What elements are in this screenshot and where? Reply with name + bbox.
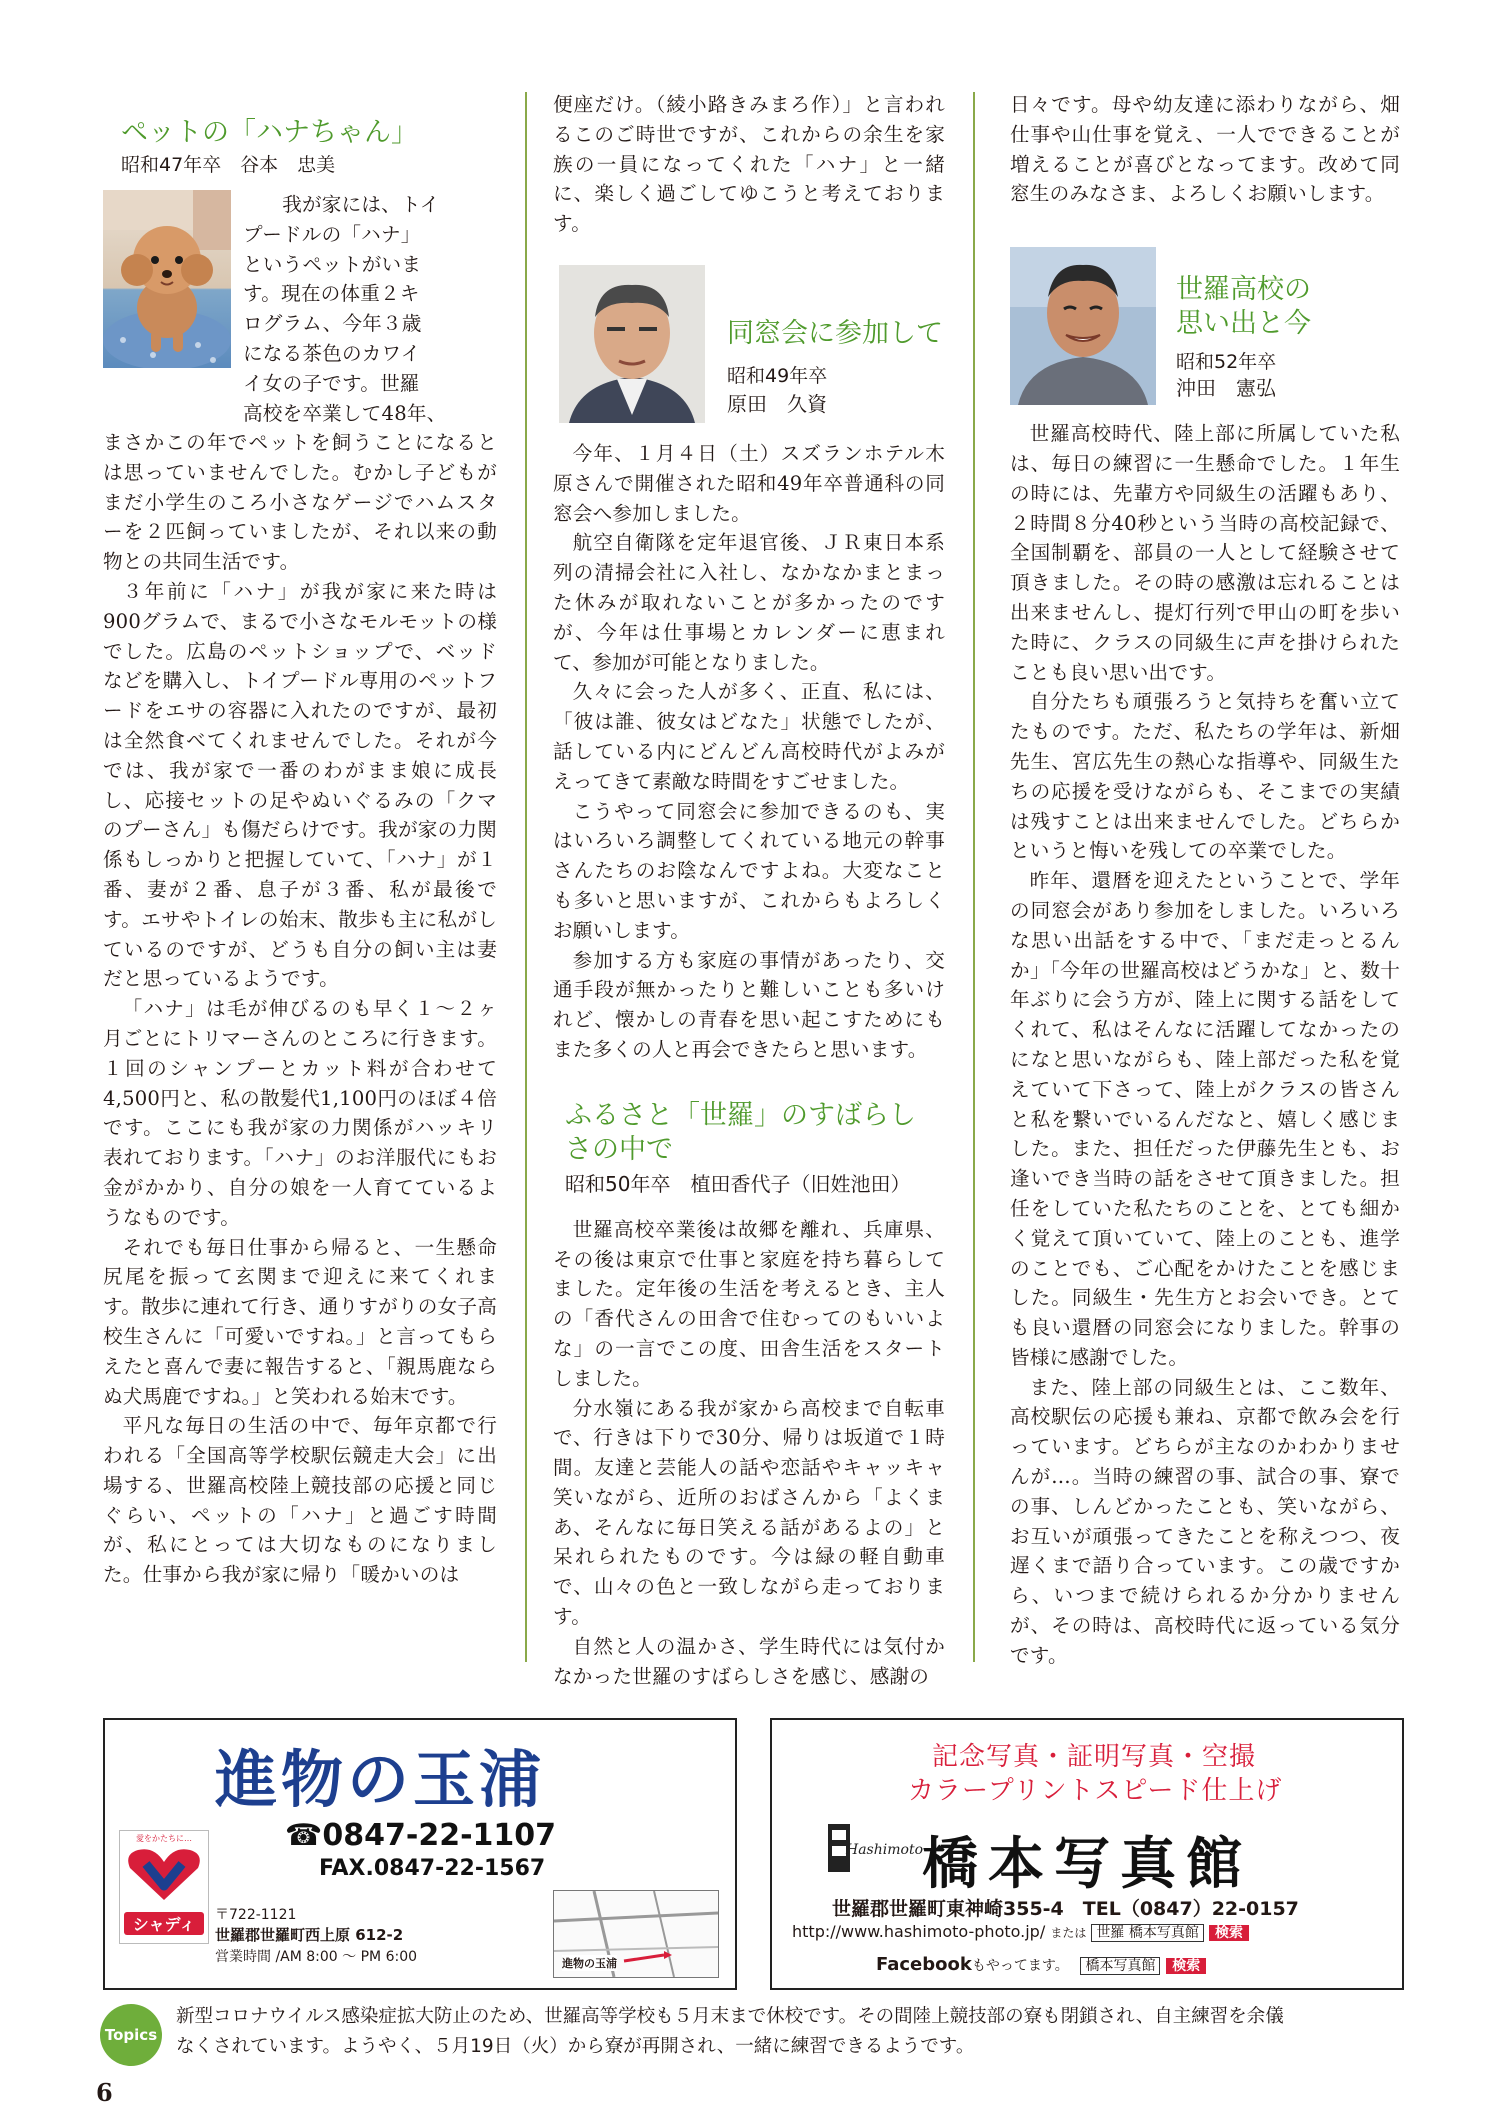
- article-paragraph: 平凡な毎日の生活の中で、毎年京都で行われる「全国高等学校駅伝競走大会」に出場する、世羅高校陸上競技部の応援と同じぐらい、ペットの「ハナ」と過ごす時間が、私にとっては大切なものになりました。仕事から我が家に帰り「暖かいのは: [103, 1414, 497, 1587]
- article-paragraph: 自分たちも頑張ろうと気持ちを奮い立てたものです。ただ、私たちの学年は、新畑先生、宮広先生の熱心な指導や、同級生たちの応援を受けながらも、そこまでの実績は残すことは出来ませんでした。どちらかというと悔いを残しての卒業でした。: [1010, 690, 1400, 863]
- article-title-memories-1: 世羅高校の: [1176, 274, 1311, 306]
- shaddy-tagline: 愛をかたちに…: [136, 1834, 192, 1843]
- article-paragraph: また、陸上部の同級生とは、ここ数年、高校駅伝の応援も兼ね、京都で飲み会を行っています。どちらが主なのかわかりませんが…。当時の練習の事、試合の事、寮での事、しんどかったことも、笑いながら、お互いが頑張ってきたことを称えつつ、夜遅くまで語り合っています。この歳ですから、いつまで続けられるか分かりませんが、その時は、高校時代に返っている気分です。: [1010, 1375, 1400, 1667]
- column-3: [1010, 90, 1400, 1671]
- portrait-okita: [1010, 247, 1156, 405]
- column-divider: [525, 92, 527, 1662]
- article-paragraph: 今年、１月４日（土）スズランホテル木原さんで開催された昭和49年卒普通科の同窓会へ参加しました。: [553, 441, 945, 525]
- shaddy-logo: [119, 1830, 209, 1944]
- ad-tamaura-postal: 〒722-1121: [215, 1907, 297, 1923]
- furusato-body: [553, 1215, 945, 1692]
- pet-intro-line: イ女の子です。世羅: [243, 371, 420, 395]
- pet-intro-line: ログラム、今年３歳: [243, 312, 422, 336]
- search-box-2[interactable]: 橋本写真館: [1080, 1957, 1160, 1975]
- article-paragraph: 久々に会った人が多く、正直、私には、「彼は誰、彼女はどなた」状態でしたが、話している内にどんどん高校時代がよみがえってきて素敵な時間をすごせました。: [553, 680, 945, 793]
- search-box-1[interactable]: 世羅 橋本写真館: [1091, 1924, 1203, 1942]
- pet-photo: [103, 190, 231, 368]
- memories-body: [1010, 419, 1400, 1670]
- article-paragraph: 「ハナ」は毛が伸びるのも早く１～２ヶ月ごとにトリマーさんのところに行きます。１回のシャンプーとカット料が合わせて4,500円と、私の散髪代1,100円のほぼ４倍です。ここにも我が家の力関係がハッキリ表れております。「ハナ」のお洋服代にもお金がかかり、自分の娘を一人育てているようなものです。: [103, 997, 497, 1229]
- heart-check-icon: [120, 1844, 208, 1904]
- ad-hashimoto-name: 橋本写真館: [922, 1832, 1252, 1897]
- ad-hashimoto-facebook-row: [876, 1954, 1206, 1975]
- article-paragraph: まさかこの年でペットを飼うことになるとは思っていませんでした。むかし子どもがまだ小学生のころ小さなゲージでハムスターを２匹飼っていましたが、それ以来の動物との共同生活です。: [103, 431, 497, 574]
- article-author-name-memories: 沖田 憲弘: [1176, 376, 1276, 401]
- column-1: [103, 90, 497, 1590]
- article-paragraph: 自然と人の温かさ、学生時代には気付かなかった世羅のすばらしさを感じ、感謝の: [553, 1634, 945, 1688]
- pet-intro-line: 高校を卒業して48年、: [243, 401, 447, 425]
- pet-intro-line: というペットがいま: [243, 252, 422, 276]
- pet-intro-line: 我が家には、トイ: [282, 193, 440, 216]
- article-paragraph: 世羅高校時代、陸上部に所属していた私は、毎日の練習に一生懸命でした。１年生の時には、先輩方や同級生の活躍もあり、２時間８分40秒という当時の高校記録で、全国制覇を、部員の一人として経験させて頂きました。その時の感激は忘れることは出来ませんし、提灯行列で甲山の町を歩いた時に、クラスの同級生に声を掛けられたことも良い思い出です。: [1010, 422, 1400, 684]
- reunion-body: [553, 439, 945, 1065]
- article-title-furusato-2: さの中で: [565, 1133, 673, 1165]
- column-divider: [973, 92, 975, 1662]
- reunion-header: [553, 265, 945, 425]
- ad-tamaura-name: 進物の玉浦: [215, 1743, 546, 1816]
- portrait-harada: [559, 265, 705, 423]
- article-author-year-memories: 昭和52年卒: [1176, 351, 1277, 374]
- memories-header: [1010, 247, 1400, 407]
- pet-intro-line: になる茶色のカワイ: [243, 341, 421, 365]
- ad-tamaura: [103, 1718, 737, 1990]
- facebook-suffix: もやってます。: [971, 1958, 1069, 1974]
- furusato-header: [565, 1099, 945, 1197]
- topics-badge: Topics: [100, 2004, 162, 2066]
- search-button-2[interactable]: 検索: [1166, 1958, 1206, 1974]
- page-number: 6: [96, 2078, 113, 2107]
- article-paragraph: 世羅高校卒業後は故郷を離れ、兵庫県、その後は東京で仕事と家庭を持ち暮らしてました。定年後の生活を考えるとき、主人の「香代さんの田舎で住むってのもいいよな」の一言でこの度、田舎生活をスタートしました。: [553, 1217, 945, 1390]
- ad-hashimoto-address: 世羅郡世羅町東神崎355-4 TEL（0847）22-0157: [832, 1898, 1299, 1920]
- pet-intro-line: す。現在の体重２キ: [243, 282, 420, 306]
- ad-tamaura-address: 世羅郡世羅町西上原 612-2: [215, 1926, 404, 1944]
- pet-intro-text: [243, 190, 497, 428]
- ad-hashimoto-or: または: [1050, 1926, 1087, 1940]
- article-paragraph: 昨年、還暦を迎えたということで、学年の同窓会があり参加をしました。いろいろな思い出話をする中で、「まだ走っとるんか」「今年の世羅高校はどうかな」と、数十年ぶりに会う方が、陸上に関する話をしてくれて、私はそんなに活躍してなかったのになと思いながらも、陸上部だった私を覚えていて下さって、陸上がクラスの皆さんと私を繋いでいるんだなと、嬉しく感じました。また、担任だった伊藤先生とも、お逢いでき当時の話をさせて頂きました。担任をしていた私たちのことを、とても細かく覚えて頂いていて、陸上のことも、進学のことでも、ご心配をかけたことを感じました。同級生・先生方とお会いでき。とても良い還暦の同窓会になりました。幹事の皆様に感謝でした。: [1010, 869, 1400, 1369]
- shaddy-brand: シャディ: [124, 1912, 204, 1935]
- map-label: 進物の玉浦: [562, 1957, 617, 1970]
- article-paragraph: ３年前に「ハナ」が我が家に来た時は900グラムで、まるで小さなモルモットの様でした。広島のペットショップで、ベッドなどを購入し、トイプードル専用のペットフードをエサの容器に入れたのですが、最初は全然食べてくれませんでした。それが今では、我が家で一番のわがまま娘に成長し、応接セットの足やぬいぐるみの「クマのプーさん」も傷だらけです。我が家の力関係もしっかりと把握していて、「ハナ」が１番、妻が２番、息子が３番、私が最後です。エサやトイレの始末、散歩も主に私がしているのですが、どうも自分の飼い主は妻だと思っているようです。: [103, 579, 497, 991]
- article-paragraph: 便座だけ。（綾小路きみまろ作）」と言われるこのご時世ですが、これからの余生を家族の一員になってくれた「ハナ」と一緒に、楽しく過ごしてゆこうと考えております。: [553, 93, 945, 236]
- article-paragraph: こうやって同窓会に参加できるのも、実はいろいろ調整してくれている地元の幹事さんたちのお陰なんですよね。大変なことも多いと思いますが、これからもよろしくお願いします。: [553, 799, 945, 942]
- article-paragraph: 分水嶺にある我が家から高校まで自転車で、行きは下りで30分、帰りは坂道で１時間。友達と芸能人の話や恋話やキャッキャ笑いながら、近所のおばさんから「よくまあ、そんなに毎日笑える話があるよの」と呆れられたものです。今は緑の軽自動車で、山々の色と一致しながら走っております。: [553, 1396, 945, 1629]
- article-author-furusato: 昭和50年卒 植田香代子（旧姓池田）: [565, 1171, 911, 1196]
- article-title-furusato-1: ふるさと「世羅」のすばらし: [565, 1099, 916, 1131]
- article-paragraph: 航空自衛隊を定年退官後、ＪＲ東日本系列の清掃会社に入社し、なかなかまとまった休みが取れないことが多かったのですが、今年は仕事場とカレンダーに恵まれて、参加が可能となりました。: [553, 531, 945, 674]
- logo-script: Hashimoto: [846, 1842, 923, 1858]
- ad-hashimoto-line2: カラープリントスピード仕上げ: [908, 1776, 1283, 1806]
- article-title-reunion: 同窓会に参加して: [727, 317, 943, 349]
- pet-intro-line: プードルの「ハナ」: [243, 222, 421, 246]
- article-title-pet: ペットの「ハナちゃん」: [121, 117, 418, 148]
- pet-intro-block: [103, 190, 497, 428]
- camera-logo: [822, 1820, 923, 1884]
- man-portrait-illustration: [559, 265, 705, 423]
- ad-tamaura-fax: FAX.0847-22-1567: [319, 1856, 546, 1881]
- facebook-label: Facebook: [876, 1954, 972, 1975]
- article-author-year-reunion: 昭和49年卒: [727, 364, 828, 387]
- column-2: [553, 90, 945, 1691]
- article-paragraph: 日々です。母や幼友達に添わりながら、畑仕事や山仕事を覚え、一人でできることが増えることが喜びとなってます。改めて同窓生のみなさま、よろしくお願いします。: [1010, 93, 1400, 206]
- man-portrait-illustration: [1010, 247, 1156, 405]
- article-paragraph: 参加する方も家庭の事情があったり、交通手段が無かったりと難しいことも多いけれど、懐かしの青春を思い起こすためにもまた多くの人と再会できたらと思います。: [553, 948, 945, 1061]
- ad-hashimoto-line1: 記念写真・証明写真・空撮: [932, 1742, 1257, 1772]
- article-author-pet: 昭和47年卒 谷本 忠美: [121, 154, 336, 176]
- topics-line-1: 新型コロナウイルス感染症拡大防止のため、世羅高等学校も５月末まで休校です。その間陸上競技部の寮も閉鎖され、自主練習を余儀: [176, 2006, 1284, 2027]
- article-author-name-reunion: 原田 久資: [727, 391, 827, 416]
- ad-tamaura-tel: ☎0847-22-1107: [285, 1818, 557, 1853]
- article-paragraph: それでも毎日仕事から帰ると、一生懸命尻尾を振って玄関まで迎えに来てくれます。散歩に連れて行き、通りすがりの女子高校生さんに「可愛いですね。」と言ってもらえたと喜んで妻に報告すると、「親馬鹿ならぬ犬馬鹿ですね。」と笑われる始末です。: [103, 1235, 497, 1408]
- topics-line-2: なくされています。ようやく、５月19日（火）から寮が再開され、一緒に練習できるようです。: [176, 2036, 975, 2057]
- article-title-memories-2: 思い出と今: [1176, 308, 1311, 340]
- ad-tamaura-map: [553, 1890, 719, 1978]
- ad-hashimoto-url[interactable]: http://www.hashimoto-photo.jp/: [792, 1922, 1046, 1941]
- topics-section: [100, 1998, 1410, 2068]
- ad-hashimoto: [770, 1718, 1404, 1990]
- ad-tamaura-hours: 営業時間 /AM 8:00 ～ PM 6:00: [215, 1949, 418, 1965]
- poodle-illustration: [103, 190, 231, 368]
- ad-hashimoto-url-row: [792, 1922, 1249, 1942]
- search-button-1[interactable]: 検索: [1209, 1925, 1249, 1941]
